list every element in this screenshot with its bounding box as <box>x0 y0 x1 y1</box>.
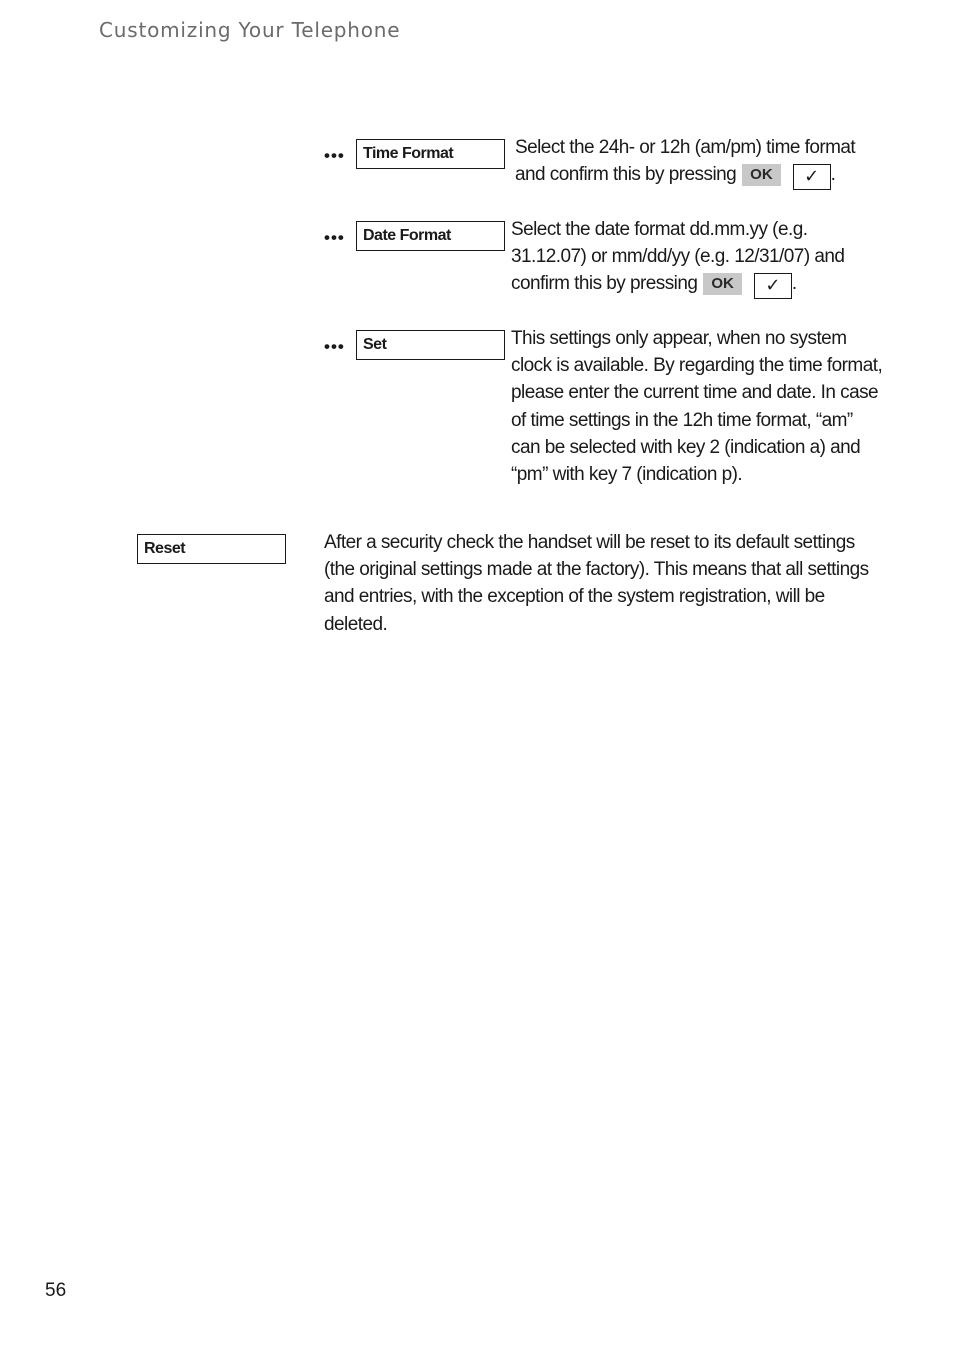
menu-item-label: Reset <box>144 540 186 557</box>
ok-key: OK <box>742 164 781 186</box>
description-text: Select the 24h- or 12h (am/pm) time format and confirm this by pressing <box>515 137 856 186</box>
time-format-description <box>515 134 887 190</box>
date-format-description <box>511 216 881 299</box>
period: . <box>830 164 836 186</box>
menu-item-set <box>356 330 505 360</box>
menu-item-reset <box>137 534 286 564</box>
submenu-dots: ••• <box>324 146 345 165</box>
ok-key: OK <box>703 273 742 295</box>
menu-item-label: Time Format <box>363 145 454 162</box>
reset-description: After a security check the handset will be reset to its default settings (the original settings made at the factory). This means that all settings and entries, with the exception of the system registration, will be deleted. <box>324 532 869 635</box>
menu-item-label: Set <box>363 336 387 353</box>
menu-item-label: Date Format <box>363 227 451 244</box>
check-key: ✓ <box>793 164 831 190</box>
set-description: This settings only appear, when no system clock is available. By regarding the time format, please enter the current time and date. In case of time settings in the 12h time format, “am” can be selected with key 2 (indication a) and “pm” with key 7 (indication p). <box>511 328 883 486</box>
menu-item-date-format <box>356 221 505 251</box>
page-number: 56 <box>45 1280 67 1301</box>
page-header: Customizing Your Telephone <box>99 18 401 42</box>
submenu-dots: ••• <box>324 228 345 247</box>
description-text: Select the date format dd.mm.yy (e.g. 31.12.07) or mm/dd/yy (e.g. 12/31/07) and confirm this by pressing <box>511 219 845 295</box>
submenu-dots: ••• <box>324 337 345 356</box>
check-key: ✓ <box>754 273 792 299</box>
menu-item-time-format <box>356 139 505 169</box>
period: . <box>791 273 797 295</box>
